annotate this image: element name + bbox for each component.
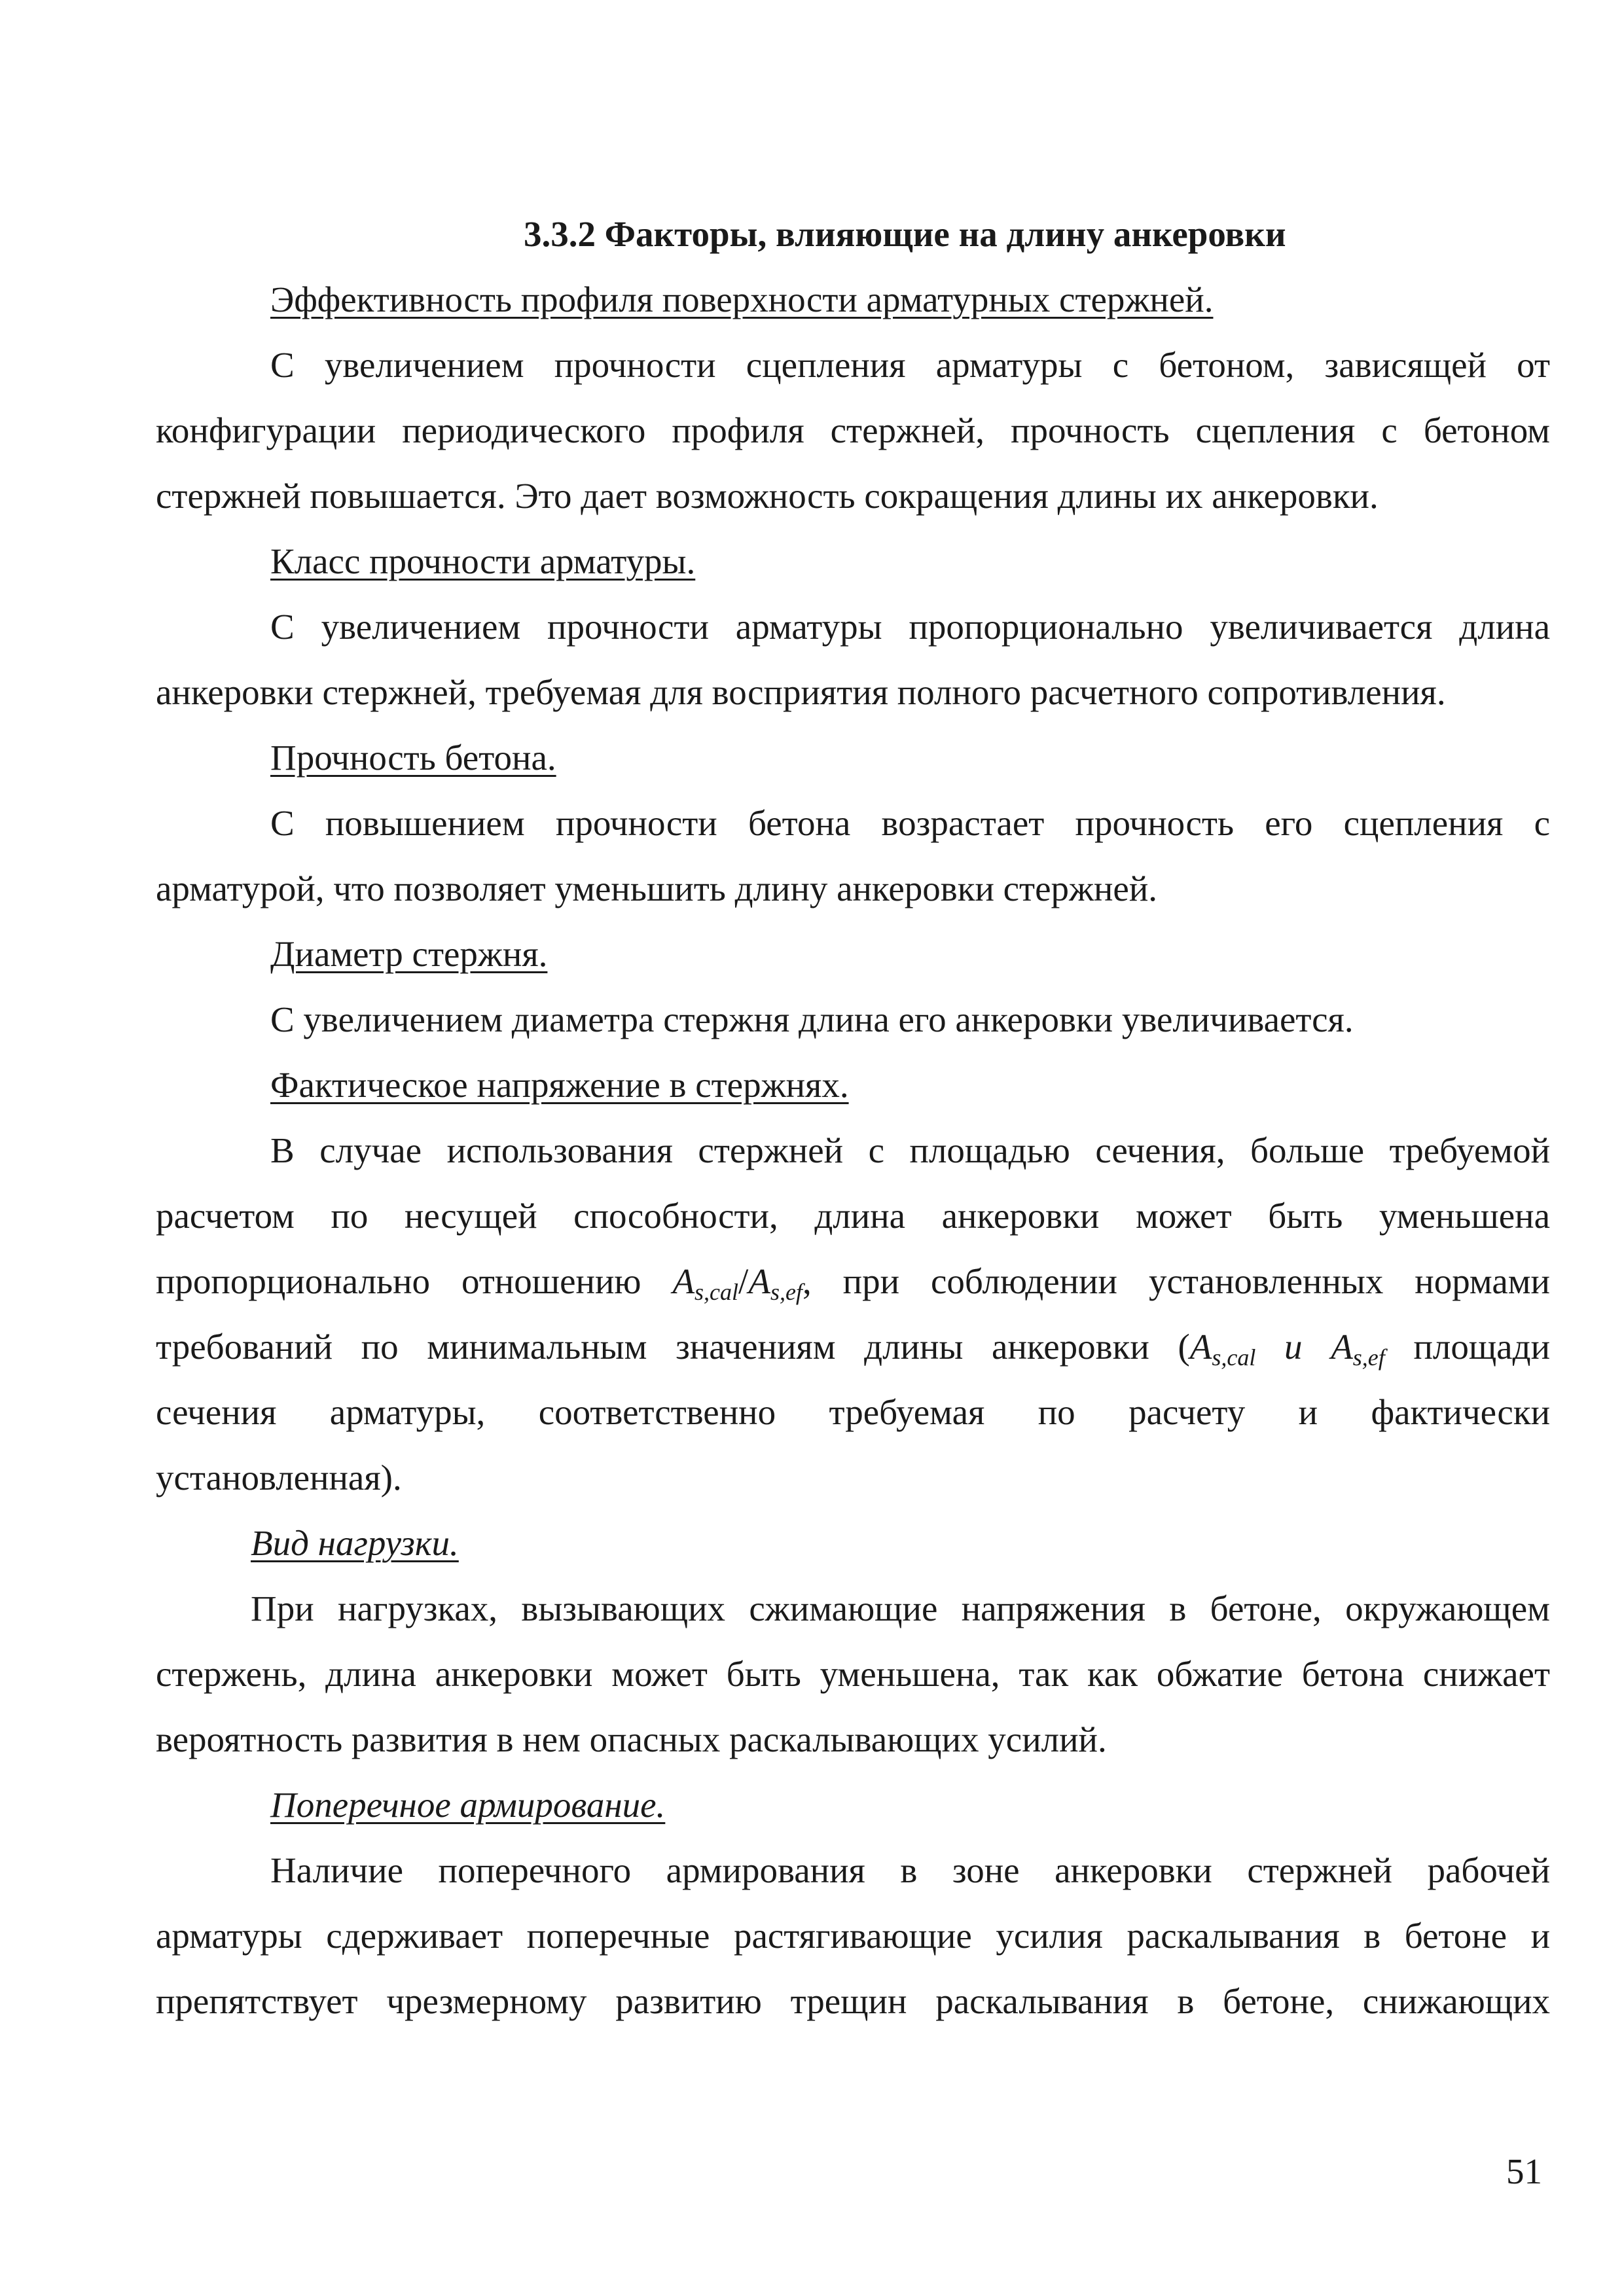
- paragraph-line: С увеличением прочности сцепления арматуры с бетоном, зависящей от: [270, 345, 1550, 385]
- paragraph-line-formula: [156, 1321, 1550, 1373]
- conjunction: и: [1255, 1327, 1331, 1367]
- text-fragment: , при соблюдении установленных нормами: [802, 1261, 1550, 1301]
- paragraph-line: конфигурации периодического профиля стержней, прочность сцепления с бетоном: [156, 410, 1550, 450]
- text-fragment: требований по минимальным значениям длины анкеровки (: [156, 1327, 1190, 1367]
- paragraph-line: анкеровки стержней, требуемая для восприятия полного расчетного сопротивления.: [156, 672, 1446, 712]
- subsection-title-diameter: Диаметр стержня.: [270, 934, 548, 974]
- paragraph-line: препятствует чрезмерному развитию трещин раскалывания в бетоне, снижающих: [156, 1981, 1550, 2021]
- formula-as-ef: $A_{s,ef}$: [748, 1261, 803, 1305]
- text-fragment: пропорционально отношению: [156, 1261, 673, 1301]
- page-number: 51: [1506, 2151, 1542, 2191]
- paragraph-line: стержней повышается. Это дает возможность сокращения длины их анкеровки.: [156, 476, 1379, 516]
- subsection-title-transverse-reinforcement: Поперечное армирование.: [270, 1785, 666, 1825]
- paragraph-line: установленная).: [156, 1458, 402, 1498]
- paragraph-line: расчетом по несущей способности, длина анкеровки может быть уменьшена: [156, 1196, 1550, 1236]
- paragraph-line: арматурой, что позволяет уменьшить длину анкеровки стержней.: [156, 869, 1158, 908]
- formula-as-ef: $A_{s,ef}$: [1331, 1327, 1385, 1371]
- paragraph-line: В случае использования стержней с площадью сечения, больше требуемой: [270, 1130, 1550, 1170]
- paragraph-line: С увеличением диаметра стержня длина его анкеровки увеличивается.: [270, 999, 1354, 1039]
- paragraph-line: При нагрузках, вызывающих сжимающие напряжения в бетоне, окружающем: [251, 1588, 1550, 1628]
- paragraph-line-formula: [156, 1255, 1550, 1308]
- paragraph-line: сечения арматуры, соответственно требуемая по расчету и фактически: [156, 1392, 1550, 1432]
- paragraph-line: С увеличением прочности арматуры пропорционально увеличивается длина: [270, 607, 1550, 647]
- text-fragment: площади: [1384, 1327, 1551, 1367]
- subsection-title-concrete-strength: Прочность бетона.: [270, 738, 556, 778]
- paragraph-line: стержень, длина анкеровки может быть уменьшена, так как обжатие бетона снижает: [156, 1654, 1550, 1694]
- subsection-title-actual-stress: Фактическое напряжение в стержнях.: [270, 1065, 849, 1105]
- paragraph-line: вероятность развития в нем опасных раскалывающих усилий.: [156, 1719, 1107, 1759]
- section-heading: 3.3.2 Факторы, влияющие на длину анкеровки: [524, 214, 1286, 254]
- slash: /: [738, 1261, 749, 1301]
- paragraph-line: арматуры сдерживает поперечные растягивающие усилия раскалывания в бетоне и: [156, 1916, 1550, 1956]
- subsection-title-profile: Эффективность профиля поверхности арматурных стержней.: [270, 279, 1214, 319]
- paragraph-line: С повышением прочности бетона возрастает прочность его сцепления с: [270, 803, 1550, 843]
- subsection-title-load-type: Вид нагрузки.: [251, 1523, 459, 1563]
- formula-as-cal: $A_{s,cal}$: [672, 1261, 739, 1305]
- paragraph-line: Наличие поперечного армирования в зоне анкеровки стержней рабочей: [270, 1850, 1550, 1890]
- formula-as-cal: $A_{s,cal}$: [1189, 1327, 1256, 1371]
- subsection-title-rebar-class: Класс прочности арматуры.: [270, 541, 696, 581]
